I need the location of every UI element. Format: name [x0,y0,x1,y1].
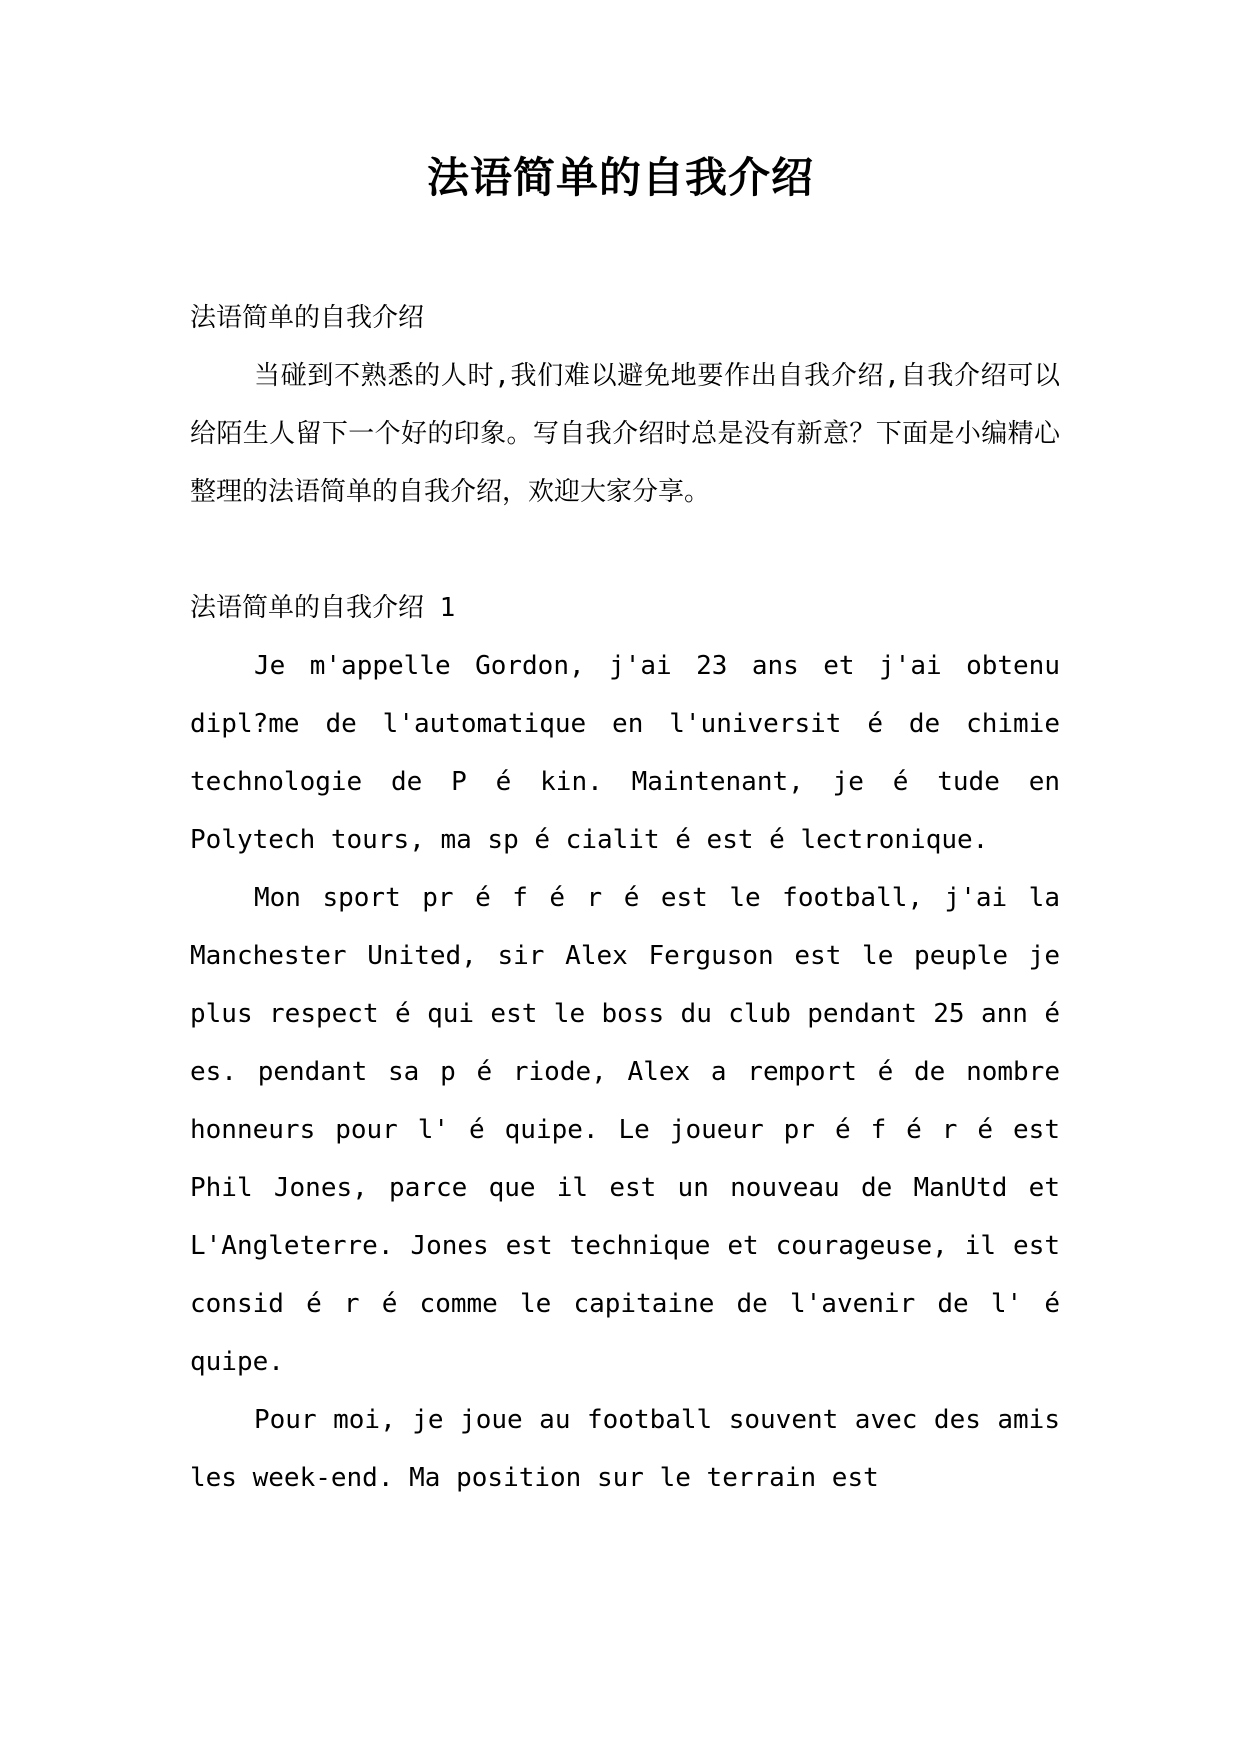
paragraph-1: Je m'appelle Gordon, j'ai 23 ans et j'ai obtenu dipl?me de l'automatique en l'universit é de chimie technologie de P é kin. Maintenant, je é tude en Polytech tours, ma sp é cialit é est é lectronique. [190,651,1060,855]
paragraph-2: Mon sport pr é f é r é est le football, j'ai la Manchester United, sir Alex Ferguson est le peuple je plus respect é qui est le boss du club pendant 25 ann é es. pendant sa p é riode, Alex a remport é de nombre honneurs pour l' é quipe. Le joueur pr é f é r é est Phil Jones, parce que il est un nouveau de ManUtd et L'Angleterre. Jones est technique et courageuse, il est consid é r é comme le capitaine de l'avenir de l' é quipe. [190,883,1060,1377]
document-title: 法语简单的自我介绍 [426,153,814,202]
section-heading: 法语简单的自我介绍 1 [190,593,456,623]
intro-paragraph: 当碰到不熟悉的人时,我们难以避免地要作出自我介绍,自我介绍可以给陌生人留下一个好的印象。写自我介绍时总是没有新意？下面是小编精心整理的法语简单的自我介绍，欢迎大家分享。 [190,361,1060,507]
document-body [190,289,1060,1507]
blank-line [190,521,1060,579]
paragraph-3: Pour moi, je joue au football souvent avec des amis les week-end. Ma position sur le terrain est [190,1405,1060,1493]
subtitle: 法语简单的自我介绍 [190,303,425,333]
